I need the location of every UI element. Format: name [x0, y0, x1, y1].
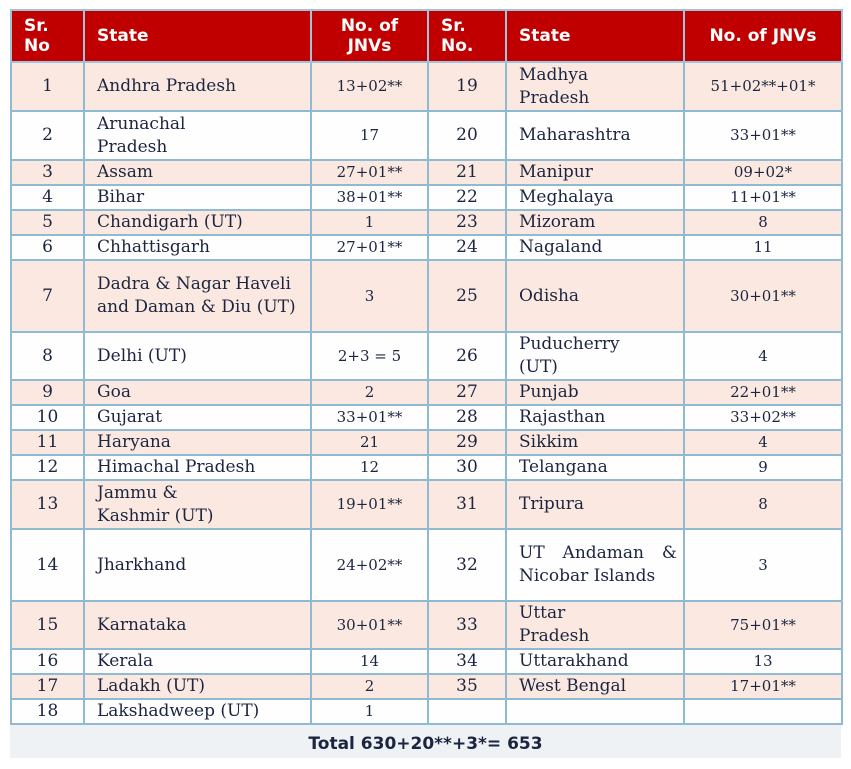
jnv-count-cell: 51+02**+01*: [684, 62, 842, 111]
jnv-count-cell: 1: [311, 210, 428, 235]
state-cell: Gujarat: [84, 405, 311, 430]
sr-no-cell: 7: [11, 260, 84, 332]
state-cell: Mizoram: [506, 210, 684, 235]
state-cell: Manipur: [506, 160, 684, 185]
sr-no-cell: 3: [11, 160, 84, 185]
state-cell: Himachal Pradesh: [84, 455, 311, 480]
state-cell: Delhi (UT): [84, 332, 311, 380]
jnv-count-cell: 3: [311, 260, 428, 332]
sr-no-cell: 12: [11, 455, 84, 480]
state-cell: Rajasthan: [506, 405, 684, 430]
jnv-count-cell: [684, 699, 842, 724]
sr-no-cell: 9: [11, 380, 84, 405]
state-cell: Jammu & Kashmir (UT): [84, 480, 311, 529]
table-row: [11, 210, 842, 235]
sr-no-cell: 19: [428, 62, 506, 111]
state-cell: Odisha: [506, 260, 684, 332]
state-cell: Ladakh (UT): [84, 674, 311, 699]
jnv-table-container: [10, 9, 841, 758]
table-row: [11, 332, 842, 380]
jnv-count-cell: 8: [684, 210, 842, 235]
sr-no-cell: 35: [428, 674, 506, 699]
jnv-count-cell: 13+02**: [311, 62, 428, 111]
state-cell: Puducherry (UT): [506, 332, 684, 380]
jnv-count-cell: 4: [684, 332, 842, 380]
jnv-count-cell: 13: [684, 649, 842, 674]
sr-no-cell: 21: [428, 160, 506, 185]
table-row: [11, 601, 842, 649]
state-cell: Kerala: [84, 649, 311, 674]
jnv-count-cell: 17: [311, 111, 428, 160]
sr-no-cell: 31: [428, 480, 506, 529]
sr-no-cell: 33: [428, 601, 506, 649]
table-row: [11, 260, 842, 332]
sr-no-cell: 4: [11, 185, 84, 210]
state-cell: Lakshadweep (UT): [84, 699, 311, 724]
state-cell: Meghalaya: [506, 185, 684, 210]
jnv-count-cell: 12: [311, 455, 428, 480]
table-row: [11, 405, 842, 430]
state-cell: Goa: [84, 380, 311, 405]
jnv-count-cell: 8: [684, 480, 842, 529]
jnv-count-cell: 11: [684, 235, 842, 260]
state-cell: Chandigarh (UT): [84, 210, 311, 235]
state-cell: Uttarakhand: [506, 649, 684, 674]
state-cell: Dadra & Nagar Haveli and Daman & Diu (UT): [84, 260, 311, 332]
jnv-count-cell: 33+02**: [684, 405, 842, 430]
sr-no-cell: 18: [11, 699, 84, 724]
jnv-state-table: [10, 9, 843, 725]
table-row: [11, 111, 842, 160]
table-row: [11, 480, 842, 529]
jnv-count-cell: 3: [684, 529, 842, 601]
table-row: [11, 699, 842, 724]
table-row: [11, 235, 842, 260]
total-summary: Total 630+20**+3*= 653: [10, 730, 841, 758]
jnv-count-cell: 21: [311, 430, 428, 455]
jnv-count-cell: 17+01**: [684, 674, 842, 699]
table-row: [11, 160, 842, 185]
header-state-right: State: [506, 10, 684, 62]
jnv-count-cell: 27+01**: [311, 160, 428, 185]
jnv-count-cell: 38+01**: [311, 185, 428, 210]
state-cell: Arunachal Pradesh: [84, 111, 311, 160]
jnv-count-cell: 2: [311, 380, 428, 405]
jnv-count-cell: 2: [311, 674, 428, 699]
table-row: [11, 649, 842, 674]
jnv-count-cell: 33+01**: [684, 111, 842, 160]
state-cell: Tripura: [506, 480, 684, 529]
state-cell: Haryana: [84, 430, 311, 455]
sr-no-cell: 32: [428, 529, 506, 601]
table-row: [11, 674, 842, 699]
sr-no-cell: 20: [428, 111, 506, 160]
sr-no-cell: 27: [428, 380, 506, 405]
table-row: [11, 185, 842, 210]
sr-no-cell: 26: [428, 332, 506, 380]
sr-no-cell: 24: [428, 235, 506, 260]
header-jnv-right: No. of JNVs: [684, 10, 842, 62]
header-row: [11, 10, 842, 62]
state-cell: Karnataka: [84, 601, 311, 649]
jnv-count-cell: 19+01**: [311, 480, 428, 529]
sr-no-cell: 6: [11, 235, 84, 260]
state-cell: Andhra Pradesh: [84, 62, 311, 111]
sr-no-cell: 13: [11, 480, 84, 529]
jnv-count-cell: 2+3 = 5: [311, 332, 428, 380]
jnv-count-cell: 30+01**: [684, 260, 842, 332]
sr-no-cell: 8: [11, 332, 84, 380]
sr-no-cell: 23: [428, 210, 506, 235]
jnv-count-cell: 22+01**: [684, 380, 842, 405]
sr-no-cell: 29: [428, 430, 506, 455]
sr-no-cell: 34: [428, 649, 506, 674]
header-jnv-left: No. of JNVs: [311, 10, 428, 62]
jnv-count-cell: 1: [311, 699, 428, 724]
jnv-count-cell: 33+01**: [311, 405, 428, 430]
sr-no-cell: 25: [428, 260, 506, 332]
jnv-count-cell: 27+01**: [311, 235, 428, 260]
jnv-count-cell: 09+02*: [684, 160, 842, 185]
jnv-count-cell: 30+01**: [311, 601, 428, 649]
jnv-count-cell: 24+02**: [311, 529, 428, 601]
state-cell: Telangana: [506, 455, 684, 480]
state-cell: Maharashtra: [506, 111, 684, 160]
header-sr-no-left: Sr. No: [11, 10, 84, 62]
table-row: [11, 529, 842, 601]
sr-no-cell: 16: [11, 649, 84, 674]
sr-no-cell: 15: [11, 601, 84, 649]
state-cell: Bihar: [84, 185, 311, 210]
state-cell: Nagaland: [506, 235, 684, 260]
jnv-count-cell: 75+01**: [684, 601, 842, 649]
state-cell: Jharkhand: [84, 529, 311, 601]
sr-no-cell: 22: [428, 185, 506, 210]
state-cell: Sikkim: [506, 430, 684, 455]
jnv-count-cell: 14: [311, 649, 428, 674]
sr-no-cell: 17: [11, 674, 84, 699]
sr-no-cell: 30: [428, 455, 506, 480]
state-cell: [506, 699, 684, 724]
sr-no-cell: [428, 699, 506, 724]
header-sr-no-right: Sr. No.: [428, 10, 506, 62]
table-row: [11, 455, 842, 480]
jnv-count-cell: 9: [684, 455, 842, 480]
header-state-left: State: [84, 10, 311, 62]
table-row: [11, 380, 842, 405]
sr-no-cell: 10: [11, 405, 84, 430]
sr-no-cell: 2: [11, 111, 84, 160]
sr-no-cell: 11: [11, 430, 84, 455]
state-cell: Punjab: [506, 380, 684, 405]
table-row: [11, 62, 842, 111]
jnv-count-cell: 11+01**: [684, 185, 842, 210]
state-cell: West Bengal: [506, 674, 684, 699]
jnv-count-cell: 4: [684, 430, 842, 455]
sr-no-cell: 1: [11, 62, 84, 111]
sr-no-cell: 14: [11, 529, 84, 601]
table-row: [11, 430, 842, 455]
state-cell: Assam: [84, 160, 311, 185]
state-cell: Madhya Pradesh: [506, 62, 684, 111]
state-cell: UT Andaman & Nicobar Islands: [506, 529, 684, 601]
state-cell: Uttar Pradesh: [506, 601, 684, 649]
sr-no-cell: 5: [11, 210, 84, 235]
state-cell: Chhattisgarh: [84, 235, 311, 260]
sr-no-cell: 28: [428, 405, 506, 430]
